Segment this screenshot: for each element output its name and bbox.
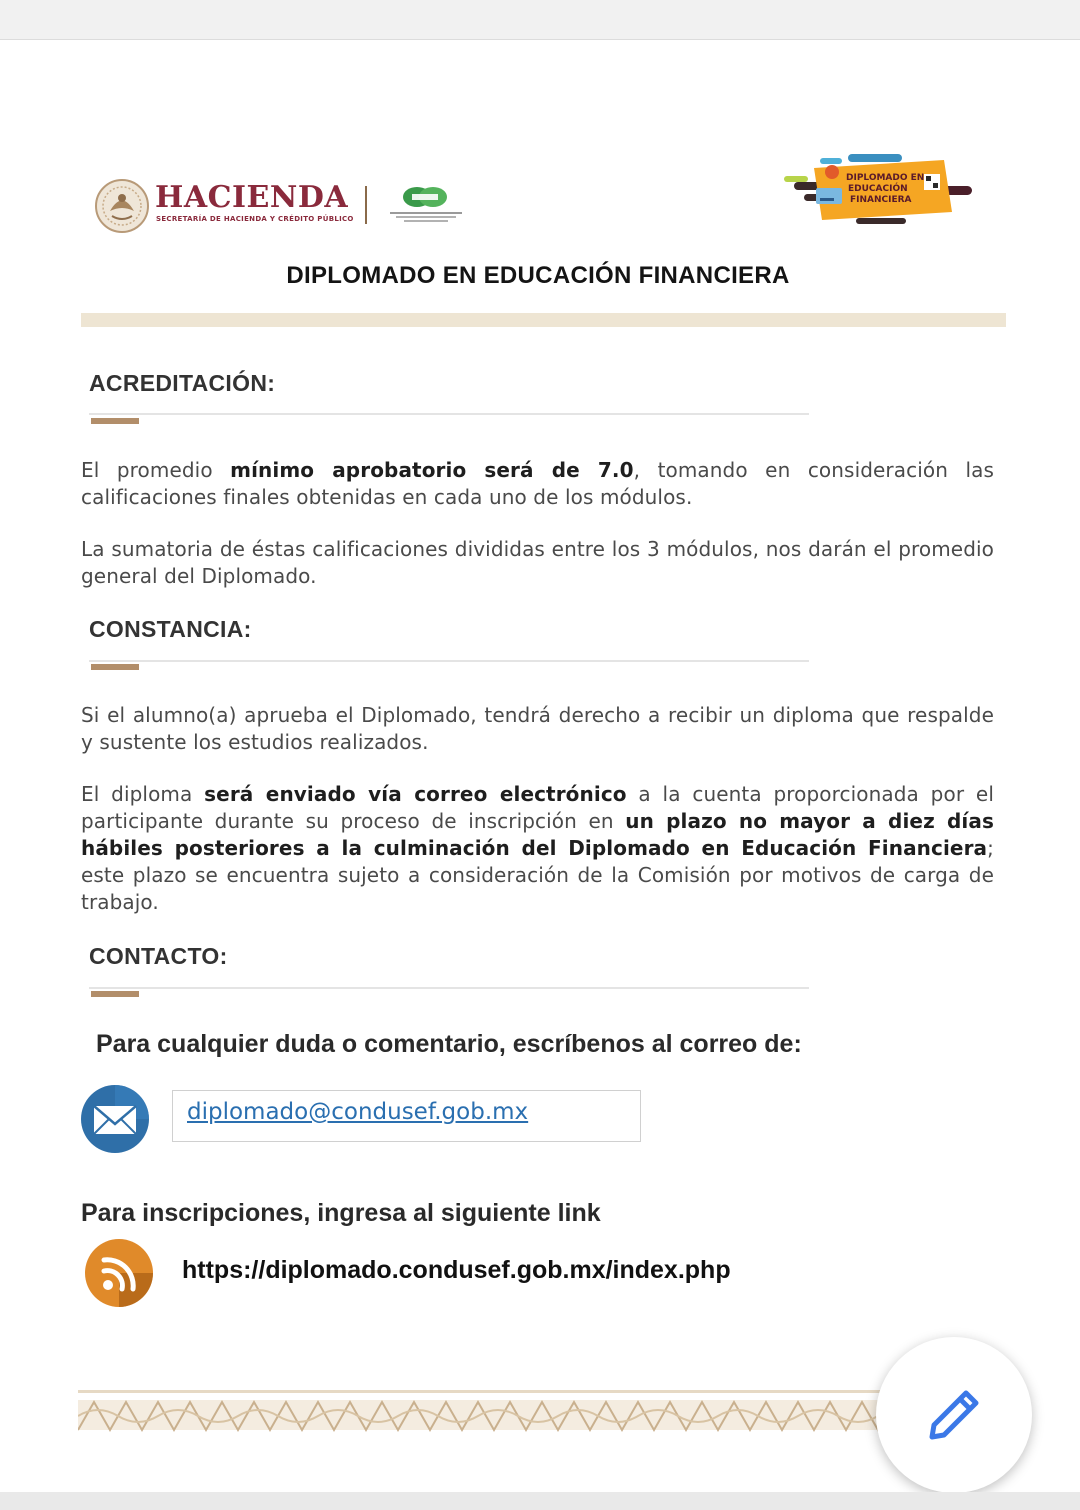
heading-contacto: CONTACTO: bbox=[89, 943, 228, 969]
pencil-icon bbox=[922, 1383, 986, 1447]
heading-divider bbox=[89, 413, 809, 415]
diplomado-badge-icon bbox=[784, 150, 974, 230]
heading-accent bbox=[91, 664, 139, 670]
contact-prompt: Para cualquier duda o comentario, escríbenos al correo de: bbox=[96, 1030, 802, 1058]
heading-acreditacion: ACREDITACIÓN: bbox=[89, 370, 276, 396]
viewer-top-bar bbox=[0, 0, 1080, 40]
hacienda-seal-icon bbox=[92, 178, 152, 234]
viewer-bottom-bar bbox=[0, 1492, 1080, 1510]
heading-accent bbox=[91, 418, 139, 424]
email-link[interactable]: diplomado@condusef.gob.mx bbox=[187, 1099, 529, 1125]
constancia-paragraph-2: El diploma será enviado vía correo electrónico a la cuenta proporcionada por el participante durante su proceso de inscripción en un plazo no mayor a diez días hábiles posteriores a la culminación del Diplomado en Educación Financiera; este plazo se encuentra sujeto a consideración de la Comisión por motivos de carga de trabajo. bbox=[81, 782, 994, 914]
heading-accent bbox=[91, 991, 139, 997]
rss-icon bbox=[84, 1238, 154, 1308]
envelope-icon bbox=[80, 1084, 150, 1154]
badge-line-1: DIPLOMADO EN bbox=[846, 173, 925, 183]
badge-line-3: FINANCIERA bbox=[850, 195, 912, 205]
badge-line-2: EDUCACIÓN bbox=[848, 184, 908, 194]
acreditacion-paragraph-2: La sumatoria de éstas calificaciones divididas entre los 3 módulos, nos darán el promedio general del Diplomado. bbox=[81, 537, 994, 588]
hacienda-subtitle: SECRETARÍA DE HACIENDA Y CRÉDITO PÚBLICO bbox=[156, 215, 354, 223]
constancia-paragraph-1: Si el alumno(a) aprueba el Diplomado, tendrá derecho a recibir un diploma que respalde y sustente los estudios realizados. bbox=[81, 703, 994, 754]
email-field[interactable] bbox=[172, 1090, 641, 1142]
edit-fab-button[interactable] bbox=[876, 1337, 1032, 1493]
title-underline-bar bbox=[81, 313, 1006, 327]
condusef-logo-icon bbox=[388, 183, 464, 225]
heading-divider bbox=[89, 987, 809, 989]
heading-divider bbox=[89, 660, 809, 662]
logo-divider bbox=[365, 186, 367, 224]
hacienda-title: HACIENDA bbox=[155, 180, 349, 215]
heading-constancia: CONSTANCIA: bbox=[89, 616, 252, 642]
registration-link[interactable]: https://diplomado.condusef.gob.mx/index.php bbox=[182, 1256, 731, 1284]
acreditacion-paragraph-1: El promedio mínimo aprobatorio será de 7.0, tomando en consideración las calificaciones finales obtenidas en cada uno de los módulos. bbox=[81, 458, 994, 509]
document-title: DIPLOMADO EN EDUCACIÓN FINANCIERA bbox=[286, 262, 790, 289]
decorative-footer-pattern bbox=[78, 1390, 908, 1434]
inscripciones-prompt: Para inscripciones, ingresa al siguiente link bbox=[81, 1199, 601, 1227]
